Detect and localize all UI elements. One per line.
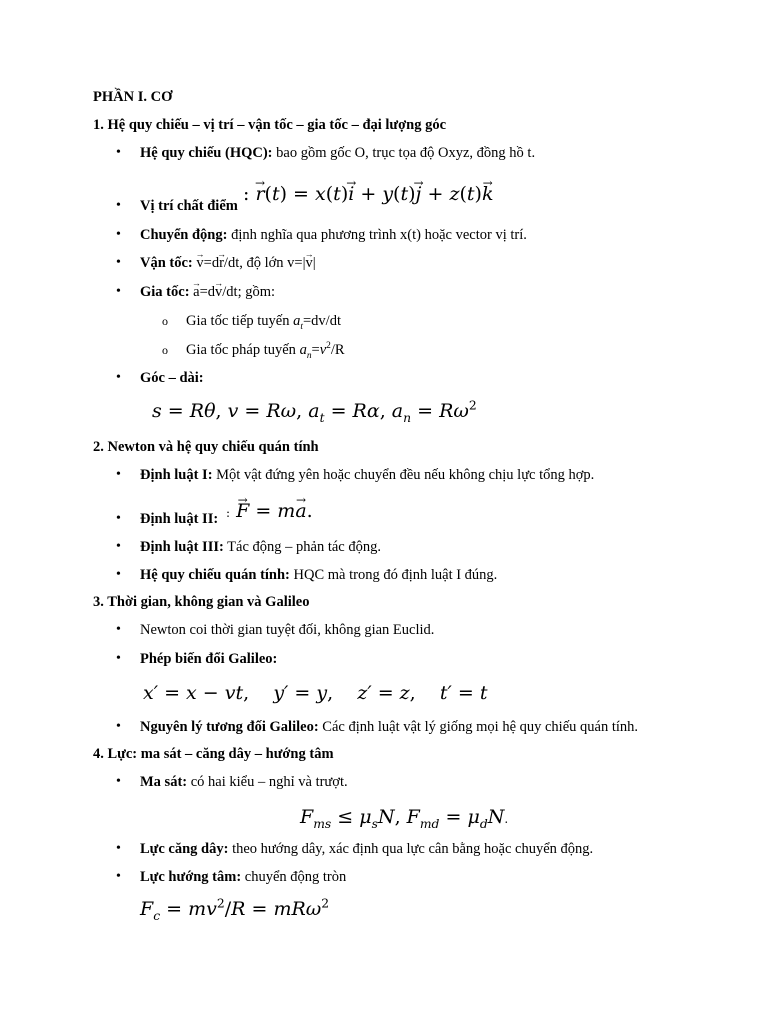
hqcqt-label: Hệ quy chiếu quán tính:: [140, 567, 290, 583]
list-item-vantoc: [140, 254, 316, 272]
list-item-dinhluat-1: [140, 466, 594, 484]
masat-text: có hai kiểu – nghỉ và trượt.: [187, 774, 348, 790]
section-4-title: 4. Lực: ma sát – căng dây – hướng tâm: [93, 746, 334, 762]
section-3-title: 3. Thời gian, không gian và Galileo: [93, 594, 310, 610]
tieptuyen-sub: t: [300, 321, 303, 332]
vantoc-eq3: |: [312, 255, 316, 271]
phaptuyen-v: v: [319, 342, 327, 358]
list-item-hqc: [140, 144, 535, 162]
tuongdoi-text: Các định luật vật lý giống mọi hệ quy chiếu quán tính.: [318, 719, 639, 735]
list-item-hqc-quantinh: [140, 566, 497, 584]
dl2-colon: :: [226, 506, 231, 520]
dl3-text: Tác động – phản tác động.: [223, 539, 381, 555]
vantoc-v2: v →: [306, 254, 313, 272]
phaptuyen-tail: /R: [330, 342, 345, 358]
list-item-gocdai: [140, 369, 204, 387]
hqcqt-text: HQC mà trong đó định luật I đúng.: [289, 567, 498, 583]
list-item-giatoc: [140, 283, 275, 301]
giatoc-eq2: /dt; gồm:: [222, 284, 276, 300]
tuongdoi-label: Nguyên lý tương đối Galileo:: [140, 719, 319, 735]
phaptuyen-sub: n: [306, 350, 312, 361]
huongtam-label: Lực hướng tâm:: [140, 869, 242, 885]
galileo-label: Phép biến đổi Galileo:: [140, 651, 278, 667]
dl1-text: Một vật đứng yên hoặc chuyển đều nếu không chịu lực tổng hợp.: [212, 467, 595, 483]
huongtam-text: chuyển động tròn: [241, 869, 347, 885]
vantoc-eq1: =d: [203, 255, 220, 271]
galileo-transform-formula: x′ = x − vt, y′ = y, z′ = z, t′ = t: [143, 682, 488, 704]
giatoc-v: v →: [215, 283, 222, 301]
vitri-colon: :: [243, 183, 250, 205]
friction-formula: $F_{ms} \le \mu_sN$, $F_{md} = \mu_dN$.: [300, 806, 509, 831]
vantoc-r: r →: [219, 254, 224, 272]
giatoc-label: Gia tốc:: [140, 284, 190, 300]
list-item-vitri: [140, 197, 238, 215]
phaptuyen-sym: a: [299, 342, 307, 358]
vitri-label: Vị trí chất điểm: [140, 198, 238, 214]
cangday-text: theo hướng dây, xác định qua lực cân bằng hoặc chuyển động.: [228, 841, 594, 857]
sub-item-phaptuyen: [186, 341, 345, 359]
vantoc-label: Vận tốc:: [140, 255, 193, 271]
cangday-label: Lực căng dây:: [140, 841, 229, 857]
list-item-dinhluat-2: [140, 510, 218, 528]
list-item-newton: [140, 621, 434, 639]
vantoc-v: v →: [196, 254, 203, 272]
phaptuyen-sup: 2: [326, 341, 331, 352]
hqc-label: Hệ quy chiếu (HQC):: [140, 145, 273, 161]
list-item-chuyendong: [140, 226, 527, 244]
dl3-label: Định luật III:: [140, 539, 224, 555]
phaptuyen-text: Gia tốc pháp tuyến: [186, 342, 300, 358]
list-item-dinhluat-3: [140, 538, 381, 556]
centripetal-formula: $F_c = mv^2/R = mR\omega^2$: [140, 896, 330, 923]
newton-text: Newton coi thời gian tuyệt đối, không gian Euclid.: [140, 622, 435, 638]
giatoc-eq1: =d: [199, 284, 216, 300]
hqc-text: bao gồm gốc O, trục tọa độ Oxyz, đồng hồ t.: [272, 145, 536, 161]
tieptuyen-sym: a: [293, 313, 301, 329]
tieptuyen-eq: =dv/dt: [302, 313, 341, 329]
gocdai-label: Góc – dài:: [140, 370, 204, 386]
position-vector-formula: : r →(t) = x(t)i → + y(t)j → + z(t)k →: [243, 182, 493, 206]
list-item-cangday: [140, 840, 593, 858]
angular-linear-formula: s = Rθ, v = Rω, $a_t = R\alpha$, $a_n = R\omega^2$: [152, 398, 477, 425]
vantoc-eq2: /dt, độ lớn v=|: [223, 255, 306, 271]
giatoc-a: a →: [193, 283, 199, 301]
part-title: PHẦN I. CƠ: [93, 89, 173, 105]
tieptuyen-text: Gia tốc tiếp tuyến: [186, 313, 294, 329]
list-item-masat: [140, 773, 348, 791]
dl2-label: Định luật II:: [140, 511, 219, 527]
sub-item-tieptuyen: [186, 312, 341, 330]
phaptuyen-eq: =: [311, 342, 320, 358]
list-item-galileo: [140, 650, 277, 668]
list-item-huongtam: [140, 868, 346, 886]
list-item-tuongdoi: [140, 718, 638, 736]
section-2-title: 2. Newton và hệ quy chiếu quán tính: [93, 439, 319, 455]
dl1-label: Định luật I:: [140, 467, 213, 483]
section-1-title: 1. Hệ quy chiếu – vị trí – vận tốc – gia tốc – đại lượng góc: [93, 117, 447, 133]
chuyendong-text: định nghĩa qua phương trình x(t) hoặc vector vị trí.: [227, 227, 527, 243]
newton-second-law-formula: : F → = ma →.: [226, 499, 313, 525]
masat-label: Ma sát:: [140, 774, 188, 790]
chuyendong-label: Chuyển động:: [140, 227, 228, 243]
